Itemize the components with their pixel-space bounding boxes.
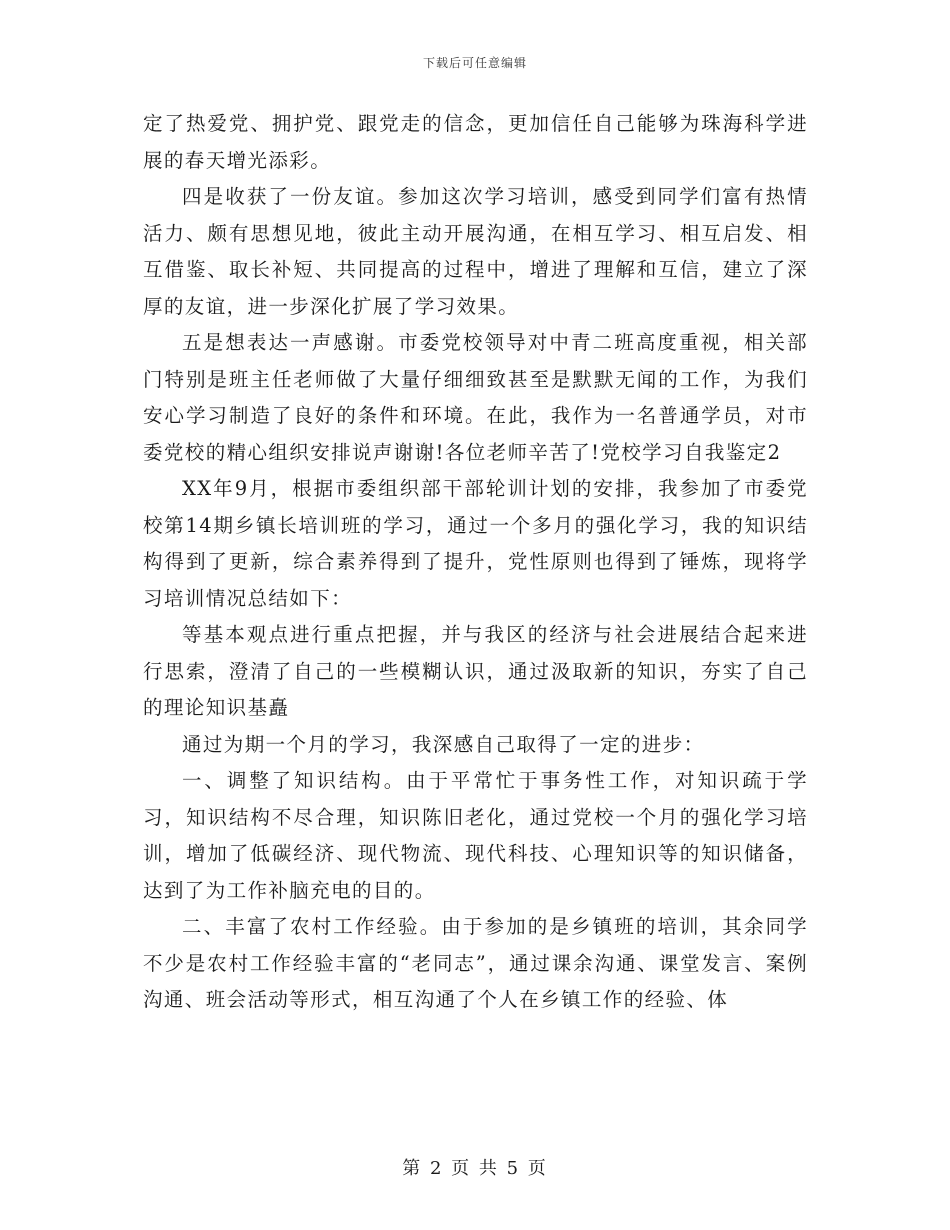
document-body [143,106,808,1019]
paragraph: 等基本观点进行重点把握，并与我区的经济与社会进展结合起来进行思索，澄清了自己的一些模糊认识，通过汲取新的知识，夯实了自己的理论知识基矗 [143,623,808,719]
paragraph: 五是想表达一声感谢。市委党校领导对中青二班高度重视，相关部门特别是班主任老师做了大量仔细细致甚至是默默无闻的工作，为我们安心学习制造了良好的条件和环境。在此，我作为一名普通学员，对市委党校的精心组织安排说声谢谢!各位老师辛苦了!党校学习自我鉴定2 [143,331,808,464]
paragraph: 通过为期一个月的学习，我深感自己取得了一定的进步： [182,732,705,756]
paragraph: 二、丰富了农村工作经验。由于参加的是乡镇班的培训，其余同学不少是农村工作经验丰富的“老同志”，通过课余沟通、课堂发言、案例沟通、班会活动等形式，相互沟通了个人在乡镇工作的经验、体 [143,915,808,1011]
paragraph: XX年9月，根据市委组织部干部轮训计划的安排，我参加了市委党校第14期乡镇长培训班的学习，通过一个多月的强化学习，我的知识结构得到了更新，综合素养得到了提升，党性原则也得到了锤炼，现将学习培训情况总结如下： [143,477,808,610]
page-number: 第 2 页 共 5 页 [402,1158,548,1179]
page-header: 下载后可任意编辑 [422,56,527,70]
paragraph: 定了热爱党、拥护党、跟党走的信念，更加信任自己能够为珠海科学进展的春天增光添彩。 [143,112,808,172]
paragraph: 四是收获了一份友谊。参加这次学习培训，感受到同学们富有热情活力、颇有思想见地，彼此主动开展沟通，在相互学习、相互启发、相互借鉴、取长补短、共同提高的过程中，增进了理解和互信，建立了深厚的友谊，进一步深化扩展了学习效果。 [143,185,808,318]
paragraph: 一、调整了知识结构。由于平常忙于事务性工作，对知识疏于学习，知识结构不尽合理，知识陈旧老化，通过党校一个月的强化学习培训，增加了低碳经济、现代物流、现代科技、心理知识等的知识储备，达到了为工作补脑充电的目的。 [143,769,808,902]
